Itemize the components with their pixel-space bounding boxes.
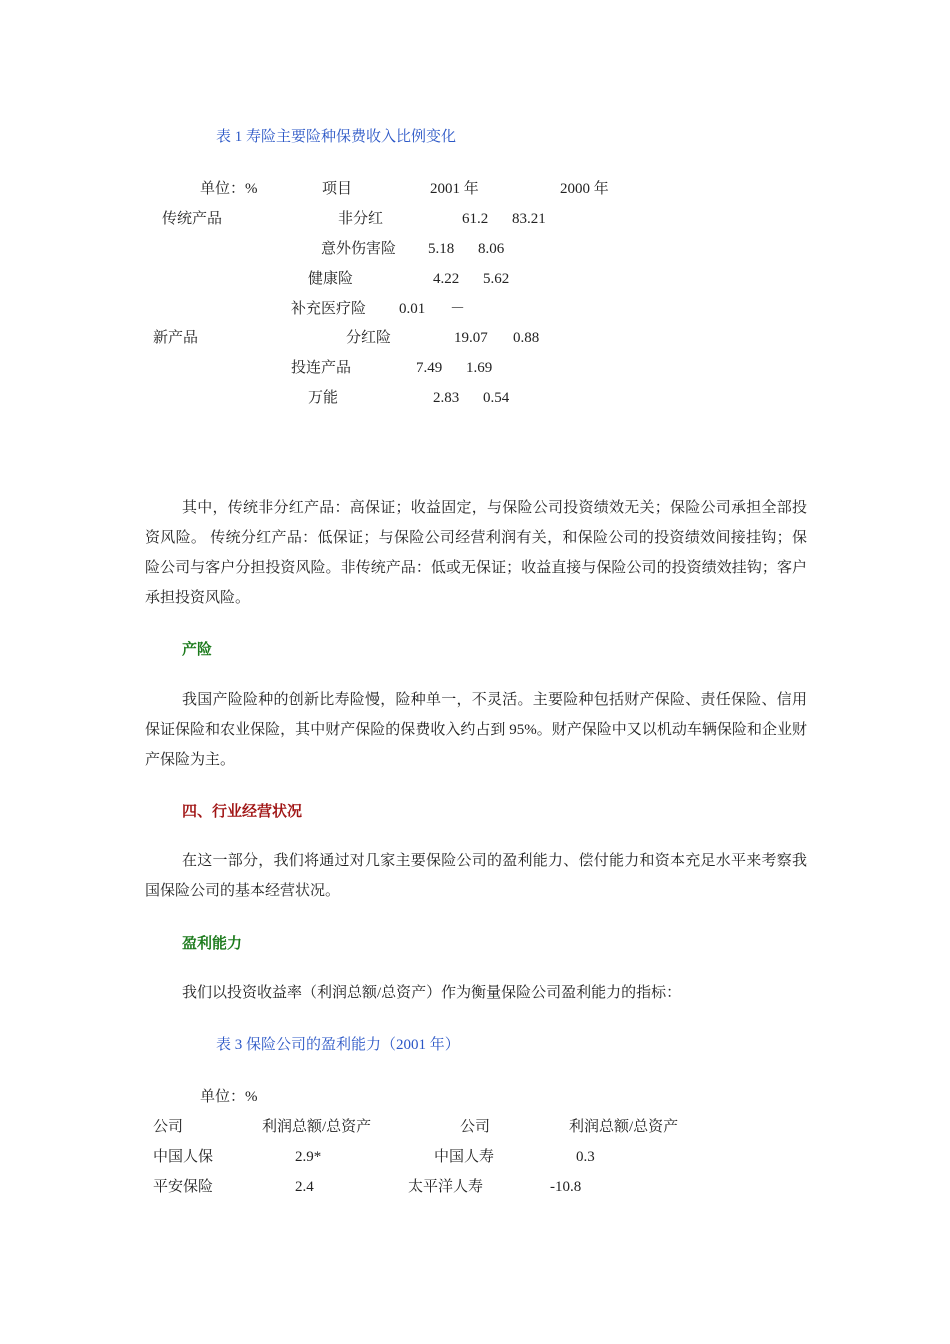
table1-row-name: 补充医疗险	[291, 301, 367, 317]
table3-cell-ratio: 2.4	[295, 1179, 314, 1195]
paragraph-product-types: 其中，传统非分红产品：高保证；收益固定，与保险公司投资绩效无关；保险公司承担全部投资风险。 传统分红产品：低保证；与保险公司经营利润有关，和保险公司的投资绩效间接挂钩；保险公司与客户分担投资风险。非传统产品：低或无保证；收益直接与保险公司的投资绩效挂钩；客户承担投资风险。	[145, 500, 807, 606]
table3-cell-ratio: 2.9*	[295, 1149, 322, 1165]
paragraph-property-insurance: 我国产险险种的创新比寿险慢，险种单一，不灵活。主要险种包括财产保险、责任保险、信用保证保险和农业保险，其中财产保险的保费收入约占到 95%。财产保险中又以机动车辆保险和企业财产保险为主。	[145, 692, 807, 768]
table1-header-item: 项目	[322, 181, 353, 197]
table1-row-name: 健康险	[308, 271, 354, 287]
table1-row-2000: 83.21	[512, 211, 546, 227]
table1-row-name: 万能	[308, 390, 339, 406]
heading-section-4: 四、行业经营状况	[182, 804, 303, 820]
table1-row-name: 投连产品	[291, 360, 352, 376]
table1-row-2000: 0.54	[483, 390, 510, 406]
table1-row-name: 分红险	[346, 330, 392, 346]
table3-unit: 单位：%	[200, 1089, 258, 1105]
paragraph-operating-status: 在这一部分，我们将通过对几家主要保险公司的盈利能力、偿付能力和资本充足水平来考察我国保险公司的基本经营状况。	[145, 853, 807, 899]
table1-row-2000: 8.06	[478, 241, 505, 257]
table1-caption: 表 1 寿险主要险种保费收入比例变化	[216, 129, 457, 145]
table3-cell-company: 中国人保	[153, 1149, 214, 1165]
table1-row-name: 意外伤害险	[321, 241, 397, 257]
table3-header-company: 公司	[460, 1119, 491, 1135]
table3-header-company: 公司	[153, 1119, 184, 1135]
table3-header-ratio: 利润总额/总资产	[569, 1119, 679, 1135]
table1-row-2001: 0.01	[399, 301, 426, 317]
table1-header-2001: 2001 年	[430, 181, 479, 197]
table1-group-new: 新产品	[153, 330, 199, 346]
table1-row-2001: 5.18	[428, 241, 455, 257]
table3-cell-company: 中国人寿	[434, 1149, 495, 1165]
paragraph-profitability-indicator: 我们以投资收益率（利润总额/总资产）作为衡量保险公司盈利能力的指标：	[182, 985, 682, 1001]
table1-row-2001: 7.49	[416, 360, 443, 376]
table3-cell-ratio: -10.8	[550, 1179, 582, 1195]
table1-row-2001: 2.83	[433, 390, 460, 406]
table3-header-ratio: 利润总额/总资产	[262, 1119, 372, 1135]
heading-profitability: 盈利能力	[182, 936, 243, 952]
table3-caption: 表 3 保险公司的盈利能力（2001 年）	[216, 1037, 460, 1053]
table3-cell-company: 平安保险	[153, 1179, 214, 1195]
table1-row-2000: －	[450, 301, 466, 317]
heading-property-insurance: 产险	[182, 642, 213, 658]
table1-row-name: 非分红	[338, 211, 384, 227]
table1-group-traditional: 传统产品	[162, 211, 223, 227]
table3-cell-ratio: 0.3	[576, 1149, 595, 1165]
table1-row-2000: 1.69	[466, 360, 493, 376]
table1-row-2001: 61.2	[462, 211, 489, 227]
table1-row-2000: 0.88	[513, 330, 540, 346]
table3-cell-company: 太平洋人寿	[408, 1179, 484, 1195]
table1-row-2001: 4.22	[433, 271, 460, 287]
table1-unit: 单位：%	[200, 181, 258, 197]
table1-row-2001: 19.07	[454, 330, 488, 346]
table1-header-2000: 2000 年	[560, 181, 609, 197]
table1-row-2000: 5.62	[483, 271, 510, 287]
